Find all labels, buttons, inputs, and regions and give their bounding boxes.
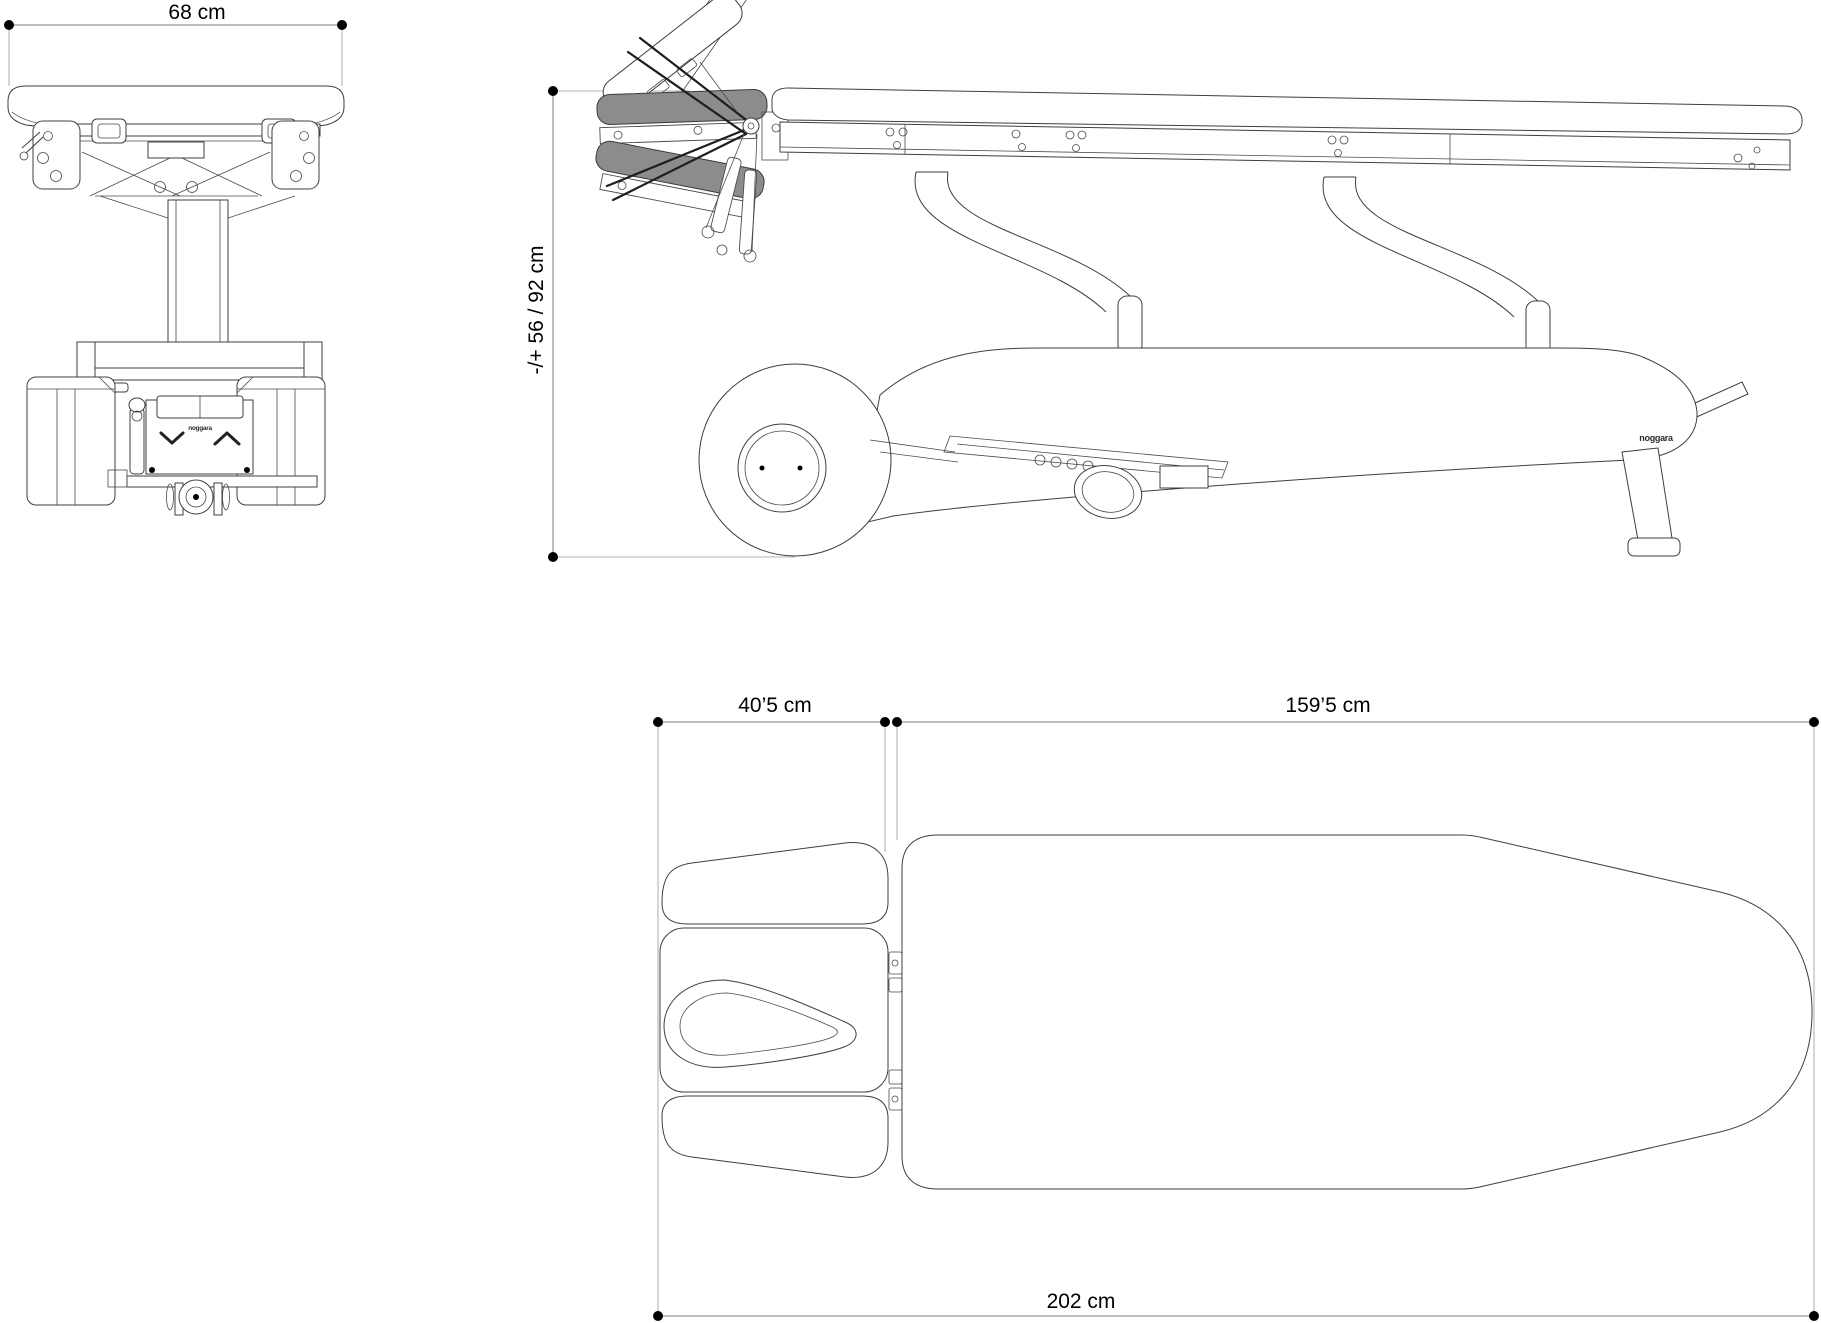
front-view [4, 1, 347, 515]
front-base [27, 342, 325, 515]
pedal-panel [146, 396, 253, 474]
head-pad-bottom [662, 1096, 888, 1177]
headrest-pad-upper [597, 89, 768, 125]
side-view [525, 0, 1802, 562]
head-pad-top [662, 843, 888, 924]
front-center-wheel [167, 480, 230, 515]
front-cylinder [129, 398, 145, 474]
side-tabletop [772, 88, 1802, 170]
base-beam [855, 348, 1697, 525]
front-left-plate [33, 121, 80, 189]
dim-label-head-length: 40’5 cm [738, 694, 812, 717]
side-legs [915, 172, 1550, 359]
head-pad-face [660, 928, 888, 1092]
front-column [100, 196, 295, 346]
top-head-section [660, 843, 902, 1178]
top-view [653, 694, 1819, 1321]
dim-body-length [892, 694, 1819, 727]
dim-label-height: -/+ 56 / 92 cm [525, 245, 548, 375]
side-headrest [594, 0, 792, 262]
front-underframe [20, 119, 320, 196]
dim-label-body-length: 159’5 cm [1285, 694, 1371, 717]
base-wheel [738, 424, 826, 512]
base-rear-foot-leg [1622, 448, 1672, 540]
brand-logo-side: noggara [1639, 433, 1673, 443]
dimension-dot [337, 20, 347, 30]
front-leg-pin [1118, 296, 1142, 354]
dim-total-length [653, 1290, 1819, 1321]
dim-label-total-length: 202 cm [1046, 1290, 1116, 1313]
dim-head-length [653, 694, 890, 727]
front-right-plate [272, 121, 319, 189]
front-left-wheel-cover [27, 377, 115, 505]
dim-front-width [4, 1, 347, 86]
side-base [699, 348, 1748, 556]
brand-logo-front: noggara [188, 425, 212, 432]
top-body-pad [902, 835, 1812, 1189]
dim-label-front-width: 68 cm [168, 1, 226, 24]
dimension-dot [4, 20, 14, 30]
